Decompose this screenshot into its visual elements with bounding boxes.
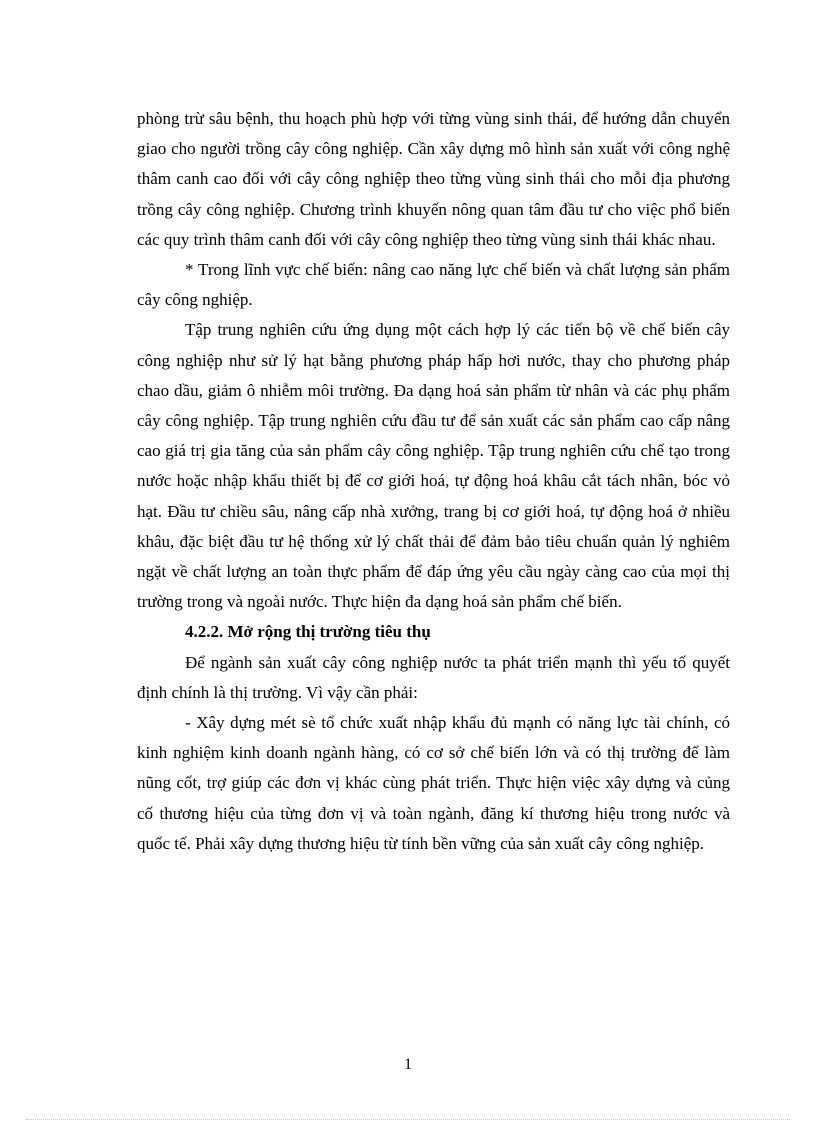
page-border <box>26 1119 790 1120</box>
page-number: 1 <box>404 1056 412 1073</box>
document-body <box>137 104 730 859</box>
paragraph-research-focus: Tập trung nghiên cứu ứng dụng một cách hợp lý các tiến bộ về chế biến cây công nghiệp như sử lý hạt bằng phương pháp hấp hơi nước, thay cho phương pháp chao dầu, giảm ô nhiễm môi trường. Đa dạng hoá sản phẩm từ nhân và các phụ phẩm cây công nghiệp. Tập trung nghiên cứu đầu tư để sản xuất các sản phẩm cao cấp nâng cao giá trị gia tăng của sản phẩm cây công nghiệp. Tập trung nghiên cứu chế tạo trong nước hoặc nhập khẩu thiết bị để cơ giới hoá, tự động hoá khâu cắt tách nhân, bóc vỏ hạt. Đầu tư chiều sâu, nâng cấp nhà xưởng, trang bị cơ giới hoá, tự động hoá ở nhiều khâu, đặc biệt đầu tư hệ thống xử lý chất thải để đảm bảo tiêu chuẩn quản lý nghiêm ngặt về chất lượng an toàn thực phẩm để đáp ứng yêu cầu ngày càng cao của mọi thị trường trong và ngoài nước. Thực hiện đa dạng hoá sản phẩm chế biến. <box>137 320 730 612</box>
paragraph-continuation: phòng trừ sâu bệnh, thu hoạch phù hợp với từng vùng sinh thái, để hướng dẫn chuyển giao cho người trồng cây công nghiệp. Cần xây dựng mô hình sản xuất với công nghệ thâm canh cao đối với cây công nghiệp theo từng vùng sinh thái cho mỗi địa phương trồng cây công nghiệp. Chương trình khuyến nông quan tâm đầu tư cho việc phổ biến các quy trình thâm canh đối với cây công nghiệp theo từng vùng sinh thái khác nhau. <box>137 109 730 249</box>
paragraph-market-measures: - Xây dựng mét sè tổ chức xuất nhập khẩu đủ mạnh có năng lực tài chính, có kinh nghiệm kinh doanh ngành hàng, có cơ sở chế biến lớn và có thị trường để làm nũng cốt, trợ giúp các đơn vị khác cùng phát triển. Thực hiện việc xây dựng và củng cố thương hiệu của từng đơn vị và toàn ngành, đăng kí thương hiệu trong nước và quốc tế. Phải xây dựng thương hiệu từ tính bền vững của sản xuất cây công nghiệp. <box>137 713 730 853</box>
paragraph-market-intro: Để ngành sản xuất cây công nghiệp nước ta phát triển mạnh thì yếu tố quyết định chính là thị trường. Vì vậy cần phải: <box>137 652 730 702</box>
section-heading: 4.2.2. Mở rộng thị trường tiêu thụ <box>185 622 431 642</box>
paragraph-processing-field: * Trong lĩnh vực chế biến: nâng cao năng lực chế biến và chất lượng sản phẩm cây công nghiệp. <box>137 260 730 310</box>
